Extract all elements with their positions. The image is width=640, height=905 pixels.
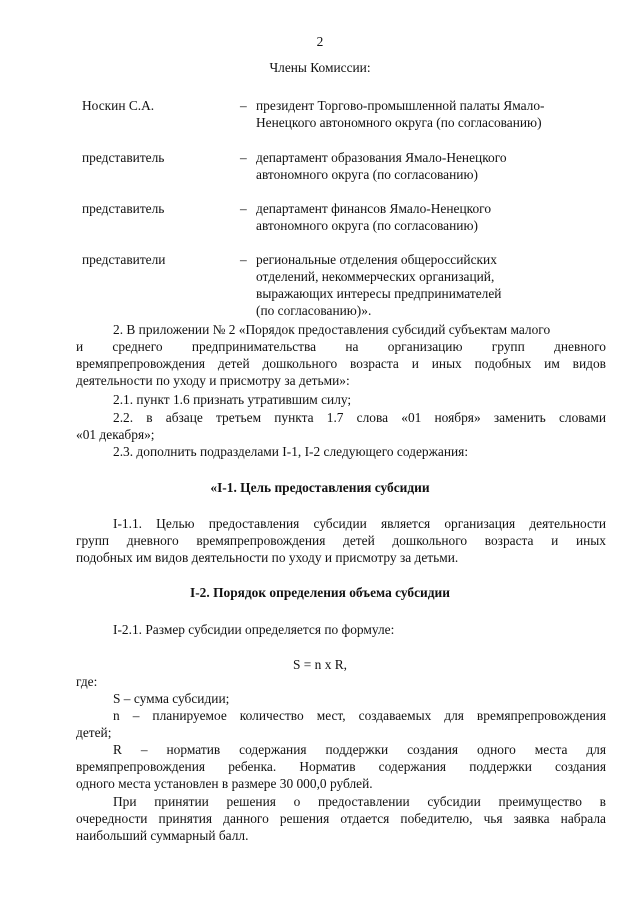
section-title-1: «I-1. Цель предоставления субсидии	[210, 480, 430, 495]
member-description	[256, 97, 606, 131]
member-name: представитель	[82, 201, 165, 216]
text-line: одного места установлен в размере 30 000,0 рублей.	[76, 776, 373, 791]
definition-n	[76, 707, 606, 741]
member-desc-line: выражающих интересы предпринимателей	[256, 286, 502, 301]
text-line: I-1.1. Целью предоставления субсидии является организация деятельности	[113, 516, 606, 531]
member-desc-line: Ненецкого автономного округа (по согласованию)	[256, 115, 542, 130]
text-line: 2. В приложении № 2 «Порядок предоставления субсидий субъектам малого	[113, 322, 551, 337]
section-1-text	[76, 515, 606, 566]
member-description	[256, 251, 606, 319]
text-line: S – сумма субсидии;	[113, 691, 230, 706]
member-desc-line: автономного округа (по согласованию)	[256, 218, 478, 233]
members-heading: Члены Комиссии:	[269, 60, 371, 75]
text-line: групп дневного времяпрепровождения детей дошкольного возраста и иных	[76, 533, 606, 548]
paragraph-item-2-2	[76, 409, 606, 443]
member-dash: –	[240, 98, 247, 113]
member-desc-line: (по согласованию)».	[256, 303, 372, 318]
definition-r	[76, 741, 606, 792]
member-desc-line: отделений, некоммерческих организаций,	[256, 269, 495, 284]
member-name: представители	[82, 252, 166, 267]
text-line: 2.3. дополнить подразделами I-1, I-2 следующего содержания:	[113, 444, 469, 459]
member-name: Носкин С.А.	[82, 98, 155, 113]
final-paragraph	[76, 793, 606, 844]
text-line: R – норматив содержания поддержки создания одного места для	[113, 742, 606, 757]
where-label	[76, 673, 606, 690]
member-desc-line: департамент образования Ямало-Ненецкого	[256, 150, 507, 165]
text-line: подобных им видов деятельности по уходу и присмотру за детьми.	[76, 550, 459, 565]
text-line: детей;	[76, 725, 112, 740]
member-dash: –	[240, 252, 247, 267]
text-line: 2.2. в абзаце третьем пункта 1.7 слова «01 ноября» заменить словами	[113, 410, 606, 425]
text-line: очередности принятия данного решения отдается победителю, чья заявка набрала	[76, 811, 606, 826]
member-desc-line: автономного округа (по согласованию)	[256, 167, 478, 182]
text-line: n – планируемое количество мест, создаваемых для времяпрепровождения	[113, 708, 606, 723]
paragraph-item-2-3	[76, 443, 606, 460]
member-desc-line: департамент финансов Ямало-Ненецкого	[256, 201, 492, 216]
member-description	[256, 200, 606, 234]
text-line: деятельности по уходу и присмотру за детьми»:	[76, 373, 350, 388]
member-description	[256, 149, 606, 183]
definition-s	[76, 690, 606, 707]
section-2-text	[76, 621, 606, 638]
text-line: «01 декабря»;	[76, 427, 155, 442]
member-dash: –	[240, 150, 247, 165]
text-line: времяпрепровождения ребенка. Норматив содержания поддержки создания	[76, 759, 606, 774]
text-line: I-2.1. Размер субсидии определяется по формуле:	[113, 622, 395, 637]
member-name: представитель	[82, 150, 165, 165]
member-desc-line: региональные отделения общероссийских	[256, 252, 497, 267]
paragraph-item-2-1	[76, 391, 606, 408]
text-line: наибольший суммарный балл.	[76, 828, 249, 843]
member-desc-line: президент Торгово-промышленной палаты Ямало-	[256, 98, 545, 113]
member-dash: –	[240, 201, 247, 216]
text-line: где:	[76, 674, 98, 689]
section-title-2: I-2. Порядок определения объема субсидии	[190, 585, 450, 600]
text-line: 2.1. пункт 1.6 признать утратившим силу;	[113, 392, 352, 407]
text-line: При принятии решения о предоставлении субсидии преимущество в	[113, 794, 606, 809]
text-line: и среднего предпринимательства на организацию групп дневного	[76, 339, 606, 354]
paragraph-item-2	[76, 321, 606, 389]
page-number: 2	[316, 34, 324, 49]
text-line: времяпрепровождения детей дошкольного возраста и иных подобных им видов	[76, 356, 606, 371]
formula: S = n x R,	[292, 657, 348, 672]
